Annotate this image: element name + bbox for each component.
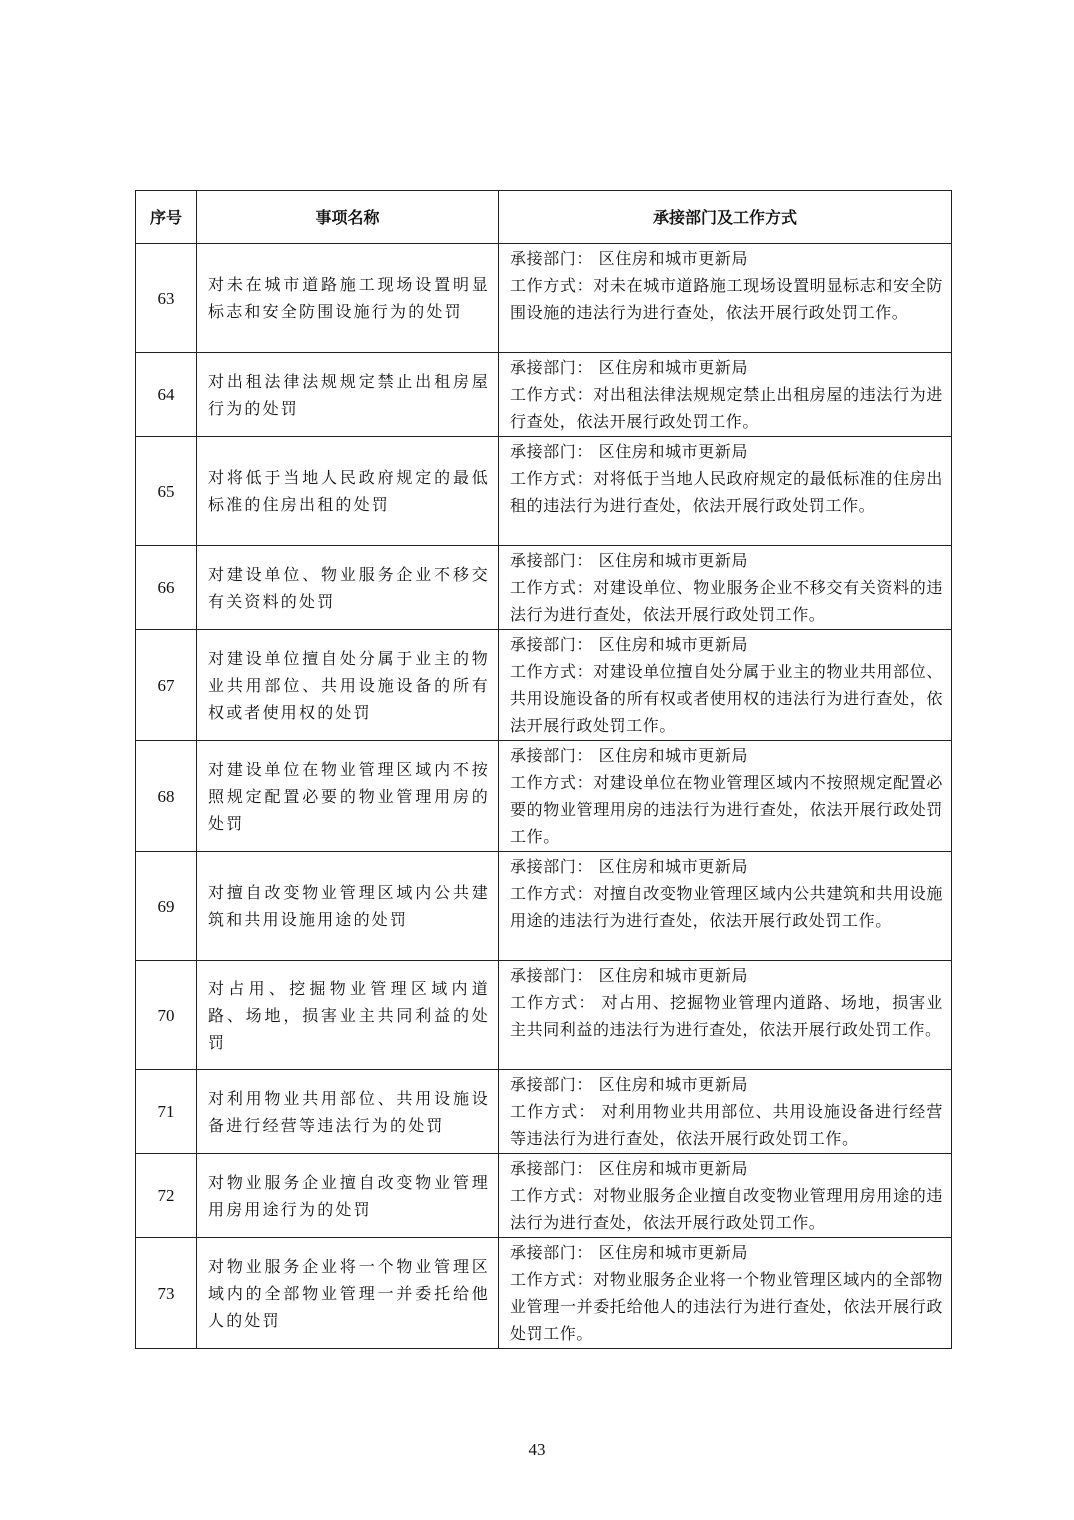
row-number: 69 (136, 852, 197, 961)
dept-method-cell (499, 852, 952, 961)
dept-method-cell (499, 353, 952, 437)
row-number: 68 (136, 741, 197, 852)
table-row (136, 630, 952, 741)
dept-method-cell (499, 546, 952, 630)
row-number: 71 (136, 1070, 197, 1154)
work-method: 工作方式：对建设单位擅自处分属于业主的物业共用部位、共用设施设备的所有权或者使用权的违法行为进行查处，依法开展行政处罚工作。 (510, 662, 943, 735)
table-row (136, 1154, 952, 1238)
dept-method-cell (499, 741, 952, 852)
dept-method-cell (499, 1154, 952, 1238)
table-row (136, 437, 952, 546)
item-name: 对建设单位在物业管理区域内不按照规定配置必要的物业管理用房的处罚 (197, 741, 499, 852)
table-row (136, 961, 952, 1070)
undertaking-dept: 承接部门： 区住房和城市更新局 (510, 746, 749, 765)
row-number: 64 (136, 353, 197, 437)
item-name: 对未在城市道路施工现场设置明显标志和安全防围设施行为的处罚 (197, 244, 499, 353)
table-row (136, 1238, 952, 1349)
table-row (136, 546, 952, 630)
row-number: 66 (136, 546, 197, 630)
header-item-name: 事项名称 (197, 191, 499, 244)
undertaking-dept: 承接部门： 区住房和城市更新局 (510, 551, 749, 570)
work-method: 工作方式：对将低于当地人民政府规定的最低标准的住房出租的违法行为进行查处，依法开展行政处罚工作。 (510, 469, 943, 515)
work-method: 工作方式：对建设单位、物业服务企业不移交有关资料的违法行为进行查处，依法开展行政处罚工作。 (510, 578, 943, 624)
work-method: 工作方式：对建设单位在物业管理区域内不按照规定配置必要的物业管理用房的违法行为进行查处，依法开展行政处罚工作。 (510, 773, 943, 846)
row-number: 65 (136, 437, 197, 546)
item-name: 对擅自改变物业管理区域内公共建筑和共用设施用途的处罚 (197, 852, 499, 961)
work-method: 工作方式： 对利用物业共用部位、共用设施设备进行经营等违法行为进行查处，依法开展行政处罚工作。 (510, 1102, 943, 1148)
item-name: 对建设单位、物业服务企业不移交有关资料的处罚 (197, 546, 499, 630)
work-method: 工作方式：对物业服务企业将一个物业管理区域内的全部物业管理一并委托给他人的违法行为进行查处，依法开展行政处罚工作。 (510, 1270, 943, 1343)
item-name: 对出租法律法规规定禁止出租房屋行为的处罚 (197, 353, 499, 437)
undertaking-dept: 承接部门： 区住房和城市更新局 (510, 442, 749, 461)
dept-method-cell (499, 961, 952, 1070)
dept-method-cell (499, 1070, 952, 1154)
undertaking-dept: 承接部门： 区住房和城市更新局 (510, 966, 749, 985)
undertaking-dept: 承接部门： 区住房和城市更新局 (510, 1075, 749, 1094)
item-name: 对占用、挖掘物业管理区域内道路、场地，损害业主共同利益的处罚 (197, 961, 499, 1070)
item-name: 对物业服务企业将一个物业管理区域内的全部物业管理一并委托给他人的处罚 (197, 1238, 499, 1349)
work-method: 工作方式： 对占用、挖掘物业管理内道路、场地，损害业主共同利益的违法行为进行查处，依法开展行政处罚工作。 (510, 993, 943, 1039)
undertaking-dept: 承接部门： 区住房和城市更新局 (510, 358, 749, 377)
undertaking-dept: 承接部门： 区住房和城市更新局 (510, 1243, 749, 1262)
header-serial-number: 序号 (136, 191, 197, 244)
work-method: 工作方式：对擅自改变物业管理区域内公共建筑和共用设施用途的违法行为进行查处，依法开展行政处罚工作。 (510, 884, 943, 930)
row-number: 67 (136, 630, 197, 741)
page-number: 43 (528, 1440, 546, 1459)
table-row (136, 852, 952, 961)
table-row (136, 353, 952, 437)
row-number: 70 (136, 961, 197, 1070)
row-number: 63 (136, 244, 197, 353)
work-method: 工作方式：对物业服务企业擅自改变物业管理用房用途的违法行为进行查处，依法开展行政处罚工作。 (510, 1186, 943, 1232)
item-name: 对物业服务企业擅自改变物业管理用房用途行为的处罚 (197, 1154, 499, 1238)
undertaking-dept: 承接部门： 区住房和城市更新局 (510, 635, 749, 654)
dept-method-cell (499, 630, 952, 741)
undertaking-dept: 承接部门： 区住房和城市更新局 (510, 1159, 749, 1178)
table-header-row (136, 191, 952, 244)
row-number: 73 (136, 1238, 197, 1349)
table-row (136, 741, 952, 852)
table-row (136, 1070, 952, 1154)
header-dept-and-method: 承接部门及工作方式 (499, 191, 952, 244)
dept-method-cell (499, 437, 952, 546)
item-name: 对将低于当地人民政府规定的最低标准的住房出租的处罚 (197, 437, 499, 546)
work-method: 工作方式：对未在城市道路施工现场设置明显标志和安全防围设施的违法行为进行查处，依法开展行政处罚工作。 (510, 276, 943, 322)
work-method: 工作方式：对出租法律法规规定禁止出租房屋的违法行为进行查处，依法开展行政处罚工作。 (510, 385, 943, 431)
item-name: 对利用物业共用部位、共用设施设备进行经营等违法行为的处罚 (197, 1070, 499, 1154)
table-row (136, 244, 952, 353)
row-number: 72 (136, 1154, 197, 1238)
item-name: 对建设单位擅自处分属于业主的物业共用部位、共用设施设备的所有权或者使用权的处罚 (197, 630, 499, 741)
undertaking-dept: 承接部门： 区住房和城市更新局 (510, 249, 749, 268)
undertaking-dept: 承接部门： 区住房和城市更新局 (510, 857, 749, 876)
dept-method-cell (499, 244, 952, 353)
matters-table (135, 190, 952, 1349)
dept-method-cell (499, 1238, 952, 1349)
